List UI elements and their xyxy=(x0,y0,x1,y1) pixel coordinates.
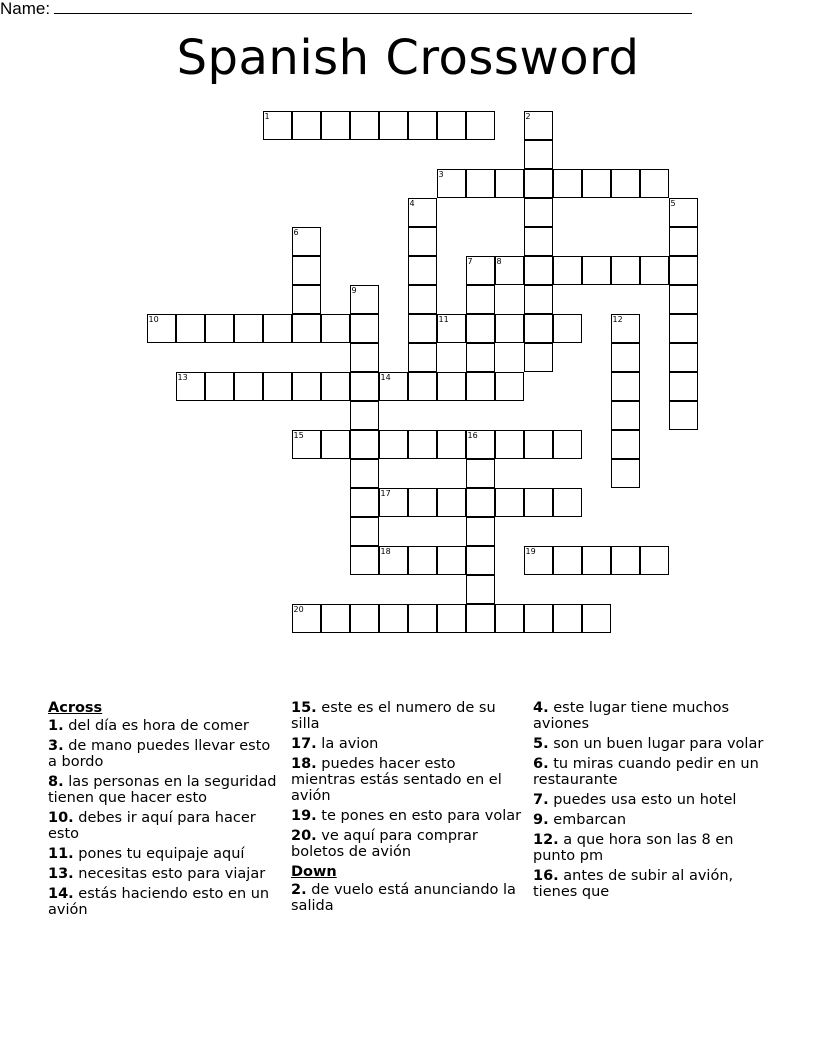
grid-cell[interactable] xyxy=(176,314,205,343)
grid-cell[interactable] xyxy=(408,372,437,401)
grid-cell[interactable] xyxy=(292,314,321,343)
grid-cell[interactable] xyxy=(669,314,698,343)
grid-cell[interactable] xyxy=(553,546,582,575)
grid-cell[interactable] xyxy=(350,343,379,372)
clue-number: 5 xyxy=(670,198,676,208)
clue-across xyxy=(291,700,523,732)
grid-cell[interactable] xyxy=(553,256,582,285)
grid-cell[interactable] xyxy=(466,459,495,488)
clue-down xyxy=(533,812,765,828)
clue-text: este lugar tiene muchos aviones xyxy=(533,700,730,732)
clue-text: de mano puedes llevar esto a bordo xyxy=(48,738,271,770)
grid-cell[interactable] xyxy=(350,459,379,488)
grid-cell[interactable] xyxy=(495,314,524,343)
grid-cell[interactable] xyxy=(292,227,321,256)
grid-cell[interactable] xyxy=(466,575,495,604)
grid-cell[interactable] xyxy=(408,256,437,285)
grid-cell[interactable] xyxy=(379,488,408,517)
grid-cell[interactable] xyxy=(408,198,437,227)
clue-number: 16 xyxy=(467,430,478,440)
clue-down xyxy=(533,792,765,808)
grid-cell[interactable] xyxy=(292,372,321,401)
grid-cell[interactable] xyxy=(611,459,640,488)
clue-number: 19 xyxy=(525,546,536,556)
clue-text: debes ir aquí para hacer esto xyxy=(48,810,256,842)
clue-text: las personas en la seguridad tienen que hacer esto xyxy=(48,774,277,806)
clue-number-label: 8. xyxy=(48,774,64,790)
grid-cell[interactable] xyxy=(234,314,263,343)
clue-number-label: 5. xyxy=(533,736,549,752)
grid-cell[interactable] xyxy=(582,169,611,198)
clue-down xyxy=(533,700,765,732)
grid-cell[interactable] xyxy=(379,111,408,140)
clue-across xyxy=(291,828,523,860)
grid-cell[interactable] xyxy=(466,169,495,198)
grid-cell[interactable] xyxy=(408,227,437,256)
grid-cell[interactable] xyxy=(379,372,408,401)
grid-cell[interactable] xyxy=(408,546,437,575)
grid-cell[interactable] xyxy=(611,314,640,343)
grid-cell[interactable] xyxy=(553,169,582,198)
clue-number: 3 xyxy=(438,169,444,179)
grid-cell[interactable] xyxy=(437,111,466,140)
grid-cell[interactable] xyxy=(321,430,350,459)
grid-cell[interactable] xyxy=(292,604,321,633)
clue-number: 15 xyxy=(293,430,304,440)
grid-cell[interactable] xyxy=(669,227,698,256)
grid-cell[interactable] xyxy=(147,314,176,343)
grid-cell[interactable] xyxy=(524,227,553,256)
clue-number: 11 xyxy=(438,314,449,324)
grid-cell[interactable] xyxy=(408,111,437,140)
grid-cell[interactable] xyxy=(669,198,698,227)
clue-text: pones tu equipaje aquí xyxy=(73,846,245,862)
clue-number: 1 xyxy=(264,111,270,121)
clue-number: 13 xyxy=(177,372,188,382)
grid-cell[interactable] xyxy=(379,604,408,633)
clue-number-label: 11. xyxy=(48,846,74,862)
grid-cell[interactable] xyxy=(350,517,379,546)
grid-cell[interactable] xyxy=(350,111,379,140)
clue-text: te pones en esto para volar xyxy=(316,808,522,824)
grid-cell[interactable] xyxy=(524,314,553,343)
clue-number-label: 15. xyxy=(291,700,317,716)
clue-down xyxy=(533,832,765,864)
grid-cell[interactable] xyxy=(611,256,640,285)
clue-number: 4 xyxy=(409,198,415,208)
grid-cell[interactable] xyxy=(350,604,379,633)
clue-across xyxy=(48,846,280,862)
clue-number-label: 19. xyxy=(291,808,317,824)
clue-across xyxy=(48,718,280,734)
grid-cell[interactable] xyxy=(611,343,640,372)
grid-cell[interactable] xyxy=(466,285,495,314)
grid-cell[interactable] xyxy=(437,604,466,633)
clue-number-label: 20. xyxy=(291,828,317,844)
name-label: Name: xyxy=(0,0,51,18)
grid-cell[interactable] xyxy=(524,169,553,198)
clue-number-label: 2. xyxy=(291,882,307,898)
grid-cell[interactable] xyxy=(466,372,495,401)
grid-cell[interactable] xyxy=(524,430,553,459)
clue-number: 9 xyxy=(351,285,357,295)
grid-cell[interactable] xyxy=(669,372,698,401)
grid-cell[interactable] xyxy=(495,372,524,401)
clue-text: del día es hora de comer xyxy=(63,718,249,734)
down-heading: Down xyxy=(291,864,337,880)
grid-cell[interactable] xyxy=(350,372,379,401)
grid-cell[interactable] xyxy=(524,285,553,314)
grid-cell[interactable] xyxy=(350,546,379,575)
grid-cell[interactable] xyxy=(582,256,611,285)
grid-cell[interactable] xyxy=(640,256,669,285)
clue-number: 6 xyxy=(293,227,299,237)
clue-number: 7 xyxy=(467,256,473,266)
grid-cell[interactable] xyxy=(611,372,640,401)
grid-cell[interactable] xyxy=(669,285,698,314)
grid-cell[interactable] xyxy=(437,372,466,401)
grid-cell[interactable] xyxy=(611,169,640,198)
clue-text: son un buen lugar para volar xyxy=(548,736,764,752)
clue-number-label: 14. xyxy=(48,886,74,902)
grid-cell[interactable] xyxy=(495,256,524,285)
clue-number-label: 13. xyxy=(48,866,74,882)
clue-down xyxy=(533,736,765,752)
grid-cell[interactable] xyxy=(408,430,437,459)
clue-number: 14 xyxy=(380,372,391,382)
clue-down xyxy=(291,882,523,914)
grid-cell[interactable] xyxy=(669,343,698,372)
grid-cell[interactable] xyxy=(234,372,263,401)
clue-number: 20 xyxy=(293,604,304,614)
clue-text: puedes hacer esto mientras estás sentado en el avión xyxy=(291,756,502,804)
clue-text: tu miras cuando pedir en un restaurante xyxy=(533,756,759,788)
grid-cell[interactable] xyxy=(176,372,205,401)
grid-cell[interactable] xyxy=(524,111,553,140)
across-heading: Across xyxy=(48,700,103,716)
clue-text: a que hora son las 8 en punto pm xyxy=(533,832,734,864)
clue-number: 2 xyxy=(525,111,531,121)
grid-cell[interactable] xyxy=(466,430,495,459)
clue-text: necesitas esto para viajar xyxy=(73,866,266,882)
clue-across xyxy=(48,738,280,770)
clue-number-label: 4. xyxy=(533,700,549,716)
grid-cell[interactable] xyxy=(466,546,495,575)
clue-number-label: 17. xyxy=(291,736,317,752)
grid-cell[interactable] xyxy=(437,430,466,459)
grid-cell[interactable] xyxy=(524,343,553,372)
clue-number-label: 3. xyxy=(48,738,64,754)
grid-cell[interactable] xyxy=(553,430,582,459)
clue-number: 10 xyxy=(148,314,159,324)
grid-cell[interactable] xyxy=(466,604,495,633)
grid-cell[interactable] xyxy=(524,256,553,285)
clue-across xyxy=(48,866,280,882)
clue-number-label: 1. xyxy=(48,718,64,734)
grid-cell[interactable] xyxy=(466,314,495,343)
grid-cell[interactable] xyxy=(669,401,698,430)
grid-cell[interactable] xyxy=(611,546,640,575)
grid-cell[interactable] xyxy=(263,372,292,401)
clue-text: de vuelo está anunciando la salida xyxy=(291,882,516,914)
grid-cell[interactable] xyxy=(379,546,408,575)
grid-cell[interactable] xyxy=(437,546,466,575)
clue-text: antes de subir al avión, tienes que xyxy=(533,868,734,900)
grid-cell[interactable] xyxy=(379,430,408,459)
clue-text: ve aquí para comprar boletos de avión xyxy=(291,828,478,860)
grid-cell[interactable] xyxy=(263,111,292,140)
clue-number-label: 7. xyxy=(533,792,549,808)
clue-column-3 xyxy=(533,700,765,904)
grid-cell[interactable] xyxy=(466,488,495,517)
clue-number-label: 9. xyxy=(533,812,549,828)
grid-cell[interactable] xyxy=(524,546,553,575)
grid-cell[interactable] xyxy=(524,604,553,633)
clue-text: puedes usa esto un hotel xyxy=(548,792,737,808)
clue-across xyxy=(291,808,523,824)
grid-cell[interactable] xyxy=(466,517,495,546)
grid-cell[interactable] xyxy=(350,401,379,430)
grid-cell[interactable] xyxy=(524,488,553,517)
grid-cell[interactable] xyxy=(292,430,321,459)
grid-cell[interactable] xyxy=(437,314,466,343)
clue-across xyxy=(48,810,280,842)
grid-cell[interactable] xyxy=(524,198,553,227)
grid-cell[interactable] xyxy=(408,604,437,633)
grid-cell[interactable] xyxy=(321,372,350,401)
grid-cell[interactable] xyxy=(495,169,524,198)
clue-text: la avion xyxy=(316,736,379,752)
grid-cell[interactable] xyxy=(553,314,582,343)
grid-cell[interactable] xyxy=(408,285,437,314)
grid-cell[interactable] xyxy=(292,256,321,285)
clue-text: embarcan xyxy=(548,812,627,828)
grid-cell[interactable] xyxy=(350,488,379,517)
clue-down xyxy=(533,868,765,900)
clue-text: estás haciendo esto en un avión xyxy=(48,886,270,918)
grid-cell[interactable] xyxy=(611,430,640,459)
grid-cell[interactable] xyxy=(350,285,379,314)
grid-cell[interactable] xyxy=(640,546,669,575)
grid-cell[interactable] xyxy=(321,314,350,343)
clue-number: 8 xyxy=(496,256,502,266)
grid-cell[interactable] xyxy=(553,604,582,633)
grid-cell[interactable] xyxy=(205,314,234,343)
clue-down xyxy=(533,756,765,788)
grid-cell[interactable] xyxy=(524,140,553,169)
grid-cell[interactable] xyxy=(669,256,698,285)
clue-across xyxy=(291,736,523,752)
clue-number: 18 xyxy=(380,546,391,556)
grid-cell[interactable] xyxy=(495,604,524,633)
grid-cell[interactable] xyxy=(437,169,466,198)
clue-number-label: 6. xyxy=(533,756,549,772)
grid-cell[interactable] xyxy=(321,111,350,140)
grid-cell[interactable] xyxy=(263,314,292,343)
grid-cell[interactable] xyxy=(466,256,495,285)
clue-text: este es el numero de su silla xyxy=(291,700,496,732)
grid-cell[interactable] xyxy=(321,604,350,633)
grid-cell[interactable] xyxy=(611,401,640,430)
grid-cell[interactable] xyxy=(582,546,611,575)
grid-cell[interactable] xyxy=(495,488,524,517)
clue-number: 12 xyxy=(612,314,623,324)
grid-cell[interactable] xyxy=(553,488,582,517)
grid-cell[interactable] xyxy=(408,343,437,372)
grid-cell[interactable] xyxy=(437,488,466,517)
grid-cell[interactable] xyxy=(640,169,669,198)
clue-column-1 xyxy=(48,700,280,922)
grid-cell[interactable] xyxy=(292,285,321,314)
clue-column-2 xyxy=(291,700,523,918)
clue-number-label: 12. xyxy=(533,832,559,848)
clue-across xyxy=(48,886,280,918)
grid-cell[interactable] xyxy=(205,372,234,401)
grid-cell[interactable] xyxy=(466,343,495,372)
grid-cell[interactable] xyxy=(466,111,495,140)
clue-across xyxy=(48,774,280,806)
grid-cell[interactable] xyxy=(582,604,611,633)
grid-cell[interactable] xyxy=(350,430,379,459)
clue-number: 17 xyxy=(380,488,391,498)
grid-cell[interactable] xyxy=(350,314,379,343)
clue-number-label: 18. xyxy=(291,756,317,772)
page-title: Spanish Crossword xyxy=(176,30,640,86)
grid-cell[interactable] xyxy=(408,314,437,343)
grid-cell[interactable] xyxy=(495,430,524,459)
grid-cell[interactable] xyxy=(408,488,437,517)
clue-across xyxy=(291,756,523,804)
grid-cell[interactable] xyxy=(292,111,321,140)
clue-number-label: 10. xyxy=(48,810,74,826)
clue-number-label: 16. xyxy=(533,868,559,884)
